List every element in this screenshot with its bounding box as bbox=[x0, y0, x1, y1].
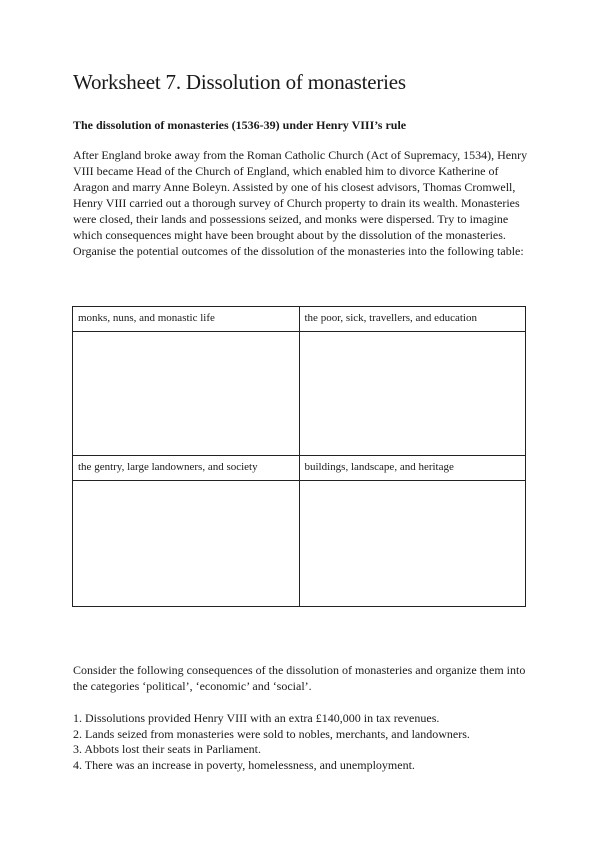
table-header-poor: the poor, sick, travellers, and education bbox=[299, 307, 526, 332]
section-subtitle: The dissolution of monasteries (1536-39) under Henry VIII’s rule bbox=[73, 118, 407, 132]
page-title: Worksheet 7. Dissolution of monasteries bbox=[73, 70, 406, 94]
table-header-monks: monks, nuns, and monastic life bbox=[73, 307, 300, 332]
answer-cell-poor[interactable] bbox=[299, 332, 526, 456]
outcomes-table bbox=[72, 306, 526, 607]
task-instructions: Consider the following consequences of the dissolution of monasteries and organize them into the categories ‘political’, ‘economic’ and ‘social’. bbox=[73, 663, 526, 693]
table-header-gentry: the gentry, large landowners, and society bbox=[73, 456, 300, 481]
list-item: 1. Dissolutions provided Henry VIII with an extra £140,000 in tax revenues. bbox=[73, 711, 440, 725]
list-item: 3. Abbots lost their seats in Parliament. bbox=[73, 742, 261, 757]
answer-cell-buildings[interactable] bbox=[299, 481, 526, 607]
table-header-buildings: buildings, landscape, and heritage bbox=[299, 456, 526, 481]
consequence-list bbox=[73, 711, 470, 773]
list-item: 4. There was an increase in poverty, homelessness, and unemployment. bbox=[73, 757, 415, 772]
answer-cell-monks[interactable] bbox=[73, 332, 300, 456]
answer-cell-gentry[interactable] bbox=[73, 481, 300, 607]
intro-paragraph: After England broke away from the Roman Catholic Church (Act of Supremacy, 1534), Henry VIII became Head of the Church of England, which enabled him to divorce Katherine of Aragon and marry Anne Boleyn. Assisted by one of his closest advisors, Thomas Cromwell, Henry VIII carried out a thorough survey of Church property to drain its wealth. Monasteries were closed, their lands and possessions seized, and monks were dispersed. Try to imagine which consequences might have been brought about by the dissolution of the monasteries. Organise the potential outcomes of the dissolution of the monasteries into the following table: bbox=[73, 148, 528, 258]
list-item: 2. Lands seized from monasteries were sold to nobles, merchants, and landowners. bbox=[73, 726, 470, 741]
